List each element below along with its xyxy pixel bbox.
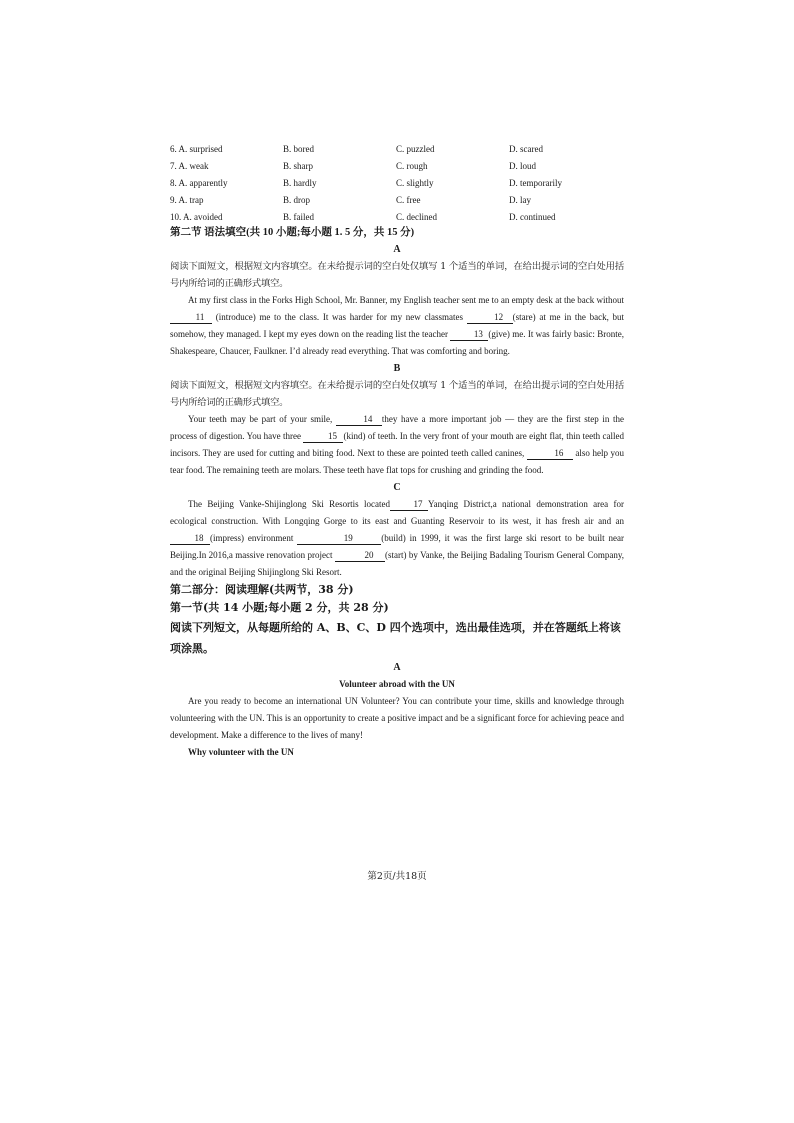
option-row [170, 208, 624, 225]
option: B. drop [283, 194, 310, 205]
passage-c: The Beijing Vanke-Shijinglong Ski Resortis located 17 Yanqing District,a national demonstration area for ecological construction. With Longqing Gorge to its east and Guanting Reservoir to its west, it has fresh air and an 18 (impress) environment 19 (build) in 1999, it was the first large ski resort to be built near Beijing.In 2016,a massive renovation project 20 (start) by Vanke, the Beijing Badaling Tourism General Company, and the original Beijing Shijinglong Ski Resort. [170, 499, 625, 577]
option-row [170, 174, 624, 191]
option-list [170, 140, 624, 225]
article-subheading: Why volunteer with the UN [188, 747, 294, 757]
page-number: 第2页/共18页 [367, 871, 427, 882]
reading-instruction: 阅读下列短文，从每题所给的 A、B、C、D 四个选项中，选出最佳选项，并在答题纸上将该项涂黑。 [170, 621, 621, 655]
part-heading: 第二部分：阅读理解(共两节，38 分) [170, 583, 354, 596]
option: B. hardly [283, 177, 317, 188]
option-row [170, 191, 624, 208]
option: C. rough [396, 160, 428, 171]
option: 6. A. surprised [170, 143, 223, 154]
exam-page [170, 140, 624, 761]
blank-20: 20 [335, 550, 385, 562]
option: D. lay [509, 194, 531, 205]
passage-label: C [393, 482, 401, 493]
option: 9. A. trap [170, 194, 204, 205]
option-row [170, 140, 624, 157]
article-title: Volunteer abroad with the UN [339, 679, 455, 689]
blank-18: 18 [170, 533, 210, 545]
blank-16: 16 [527, 448, 573, 460]
option: C. declined [396, 211, 437, 222]
passage-label: B [393, 363, 401, 374]
option: C. slightly [396, 177, 434, 188]
option: B. sharp [283, 160, 313, 171]
option: B. failed [283, 211, 314, 222]
blank-19: 19 [297, 533, 381, 545]
article-paragraph: Are you ready to become an international UN Volunteer? You can contribute your time, skills and knowledge through volunteering with the UN. This is an opportunity to create a positive impact and be a significant force for achieving peace and development. Make a difference to the lives of many! [170, 696, 624, 740]
section-heading: 第一节(共 14 小题;每小题 2 分，共 28 分) [170, 601, 389, 614]
blank-11: 11 [170, 312, 212, 324]
option: C. free [396, 194, 421, 205]
option: D. scared [509, 143, 543, 154]
instruction: 阅读下面短文，根据短文内容填空。在未给提示词的空白处仅填写 1 个适当的单词，在给出提示词的空白处用括号内所给词的正确形式填空。 [170, 380, 624, 408]
option: 7. A. weak [170, 160, 209, 171]
blank-14: 14 [336, 414, 382, 426]
option-row [170, 157, 624, 174]
blank-15: 15 [303, 431, 343, 443]
blank-12: 12 [467, 312, 513, 324]
option: B. bored [283, 143, 314, 154]
option: 10. A. avoided [170, 211, 223, 222]
passage-b: Your teeth may be part of your smile, 14 they have a more important job — they are the first step in the process of digestion. You have three 15 (kind) of teeth. In the very front of your mouth are eight flat, thin teeth called incisors. They are used for cutting and biting food. Next to these are pointed teeth called canines, 16 also help you tear food. The remaining teeth are molars. These teeth have flat tops for crushing and grinding the food. [170, 414, 625, 475]
passage-label: A [393, 244, 401, 255]
blank-17: 17 [390, 499, 428, 511]
passage-label: A [393, 662, 401, 673]
instruction: 阅读下面短文，根据短文内容填空。在未给提示词的空白处仅填写 1 个适当的单词，在给出提示词的空白处用括号内所给词的正确形式填空。 [170, 261, 624, 289]
option: C. puzzled [396, 143, 435, 154]
option: D. temporarily [509, 177, 562, 188]
passage-a: At my first class in the Forks High School, Mr. Banner, my English teacher sent me to an empty desk at the back without11 (introduce) me to the class. It was harder for my new classmates 12 (stare) at me in the back, but somehow, they managed. I kept my eyes down on the reading list the teacher 13 (give) me. It was fairly basic: Bronte, Shakespeare, Chaucer, Faulkner. I’d already read everything. That was comforting and boring. [170, 295, 625, 356]
option: 8. A. apparently [170, 177, 228, 188]
option: D. loud [509, 160, 536, 171]
blank-13: 13 [450, 329, 488, 341]
section-heading: 第二节 语法填空(共 10 小题;每小题 1. 5 分，共 15 分) [170, 227, 415, 238]
option: D. continued [509, 211, 556, 222]
